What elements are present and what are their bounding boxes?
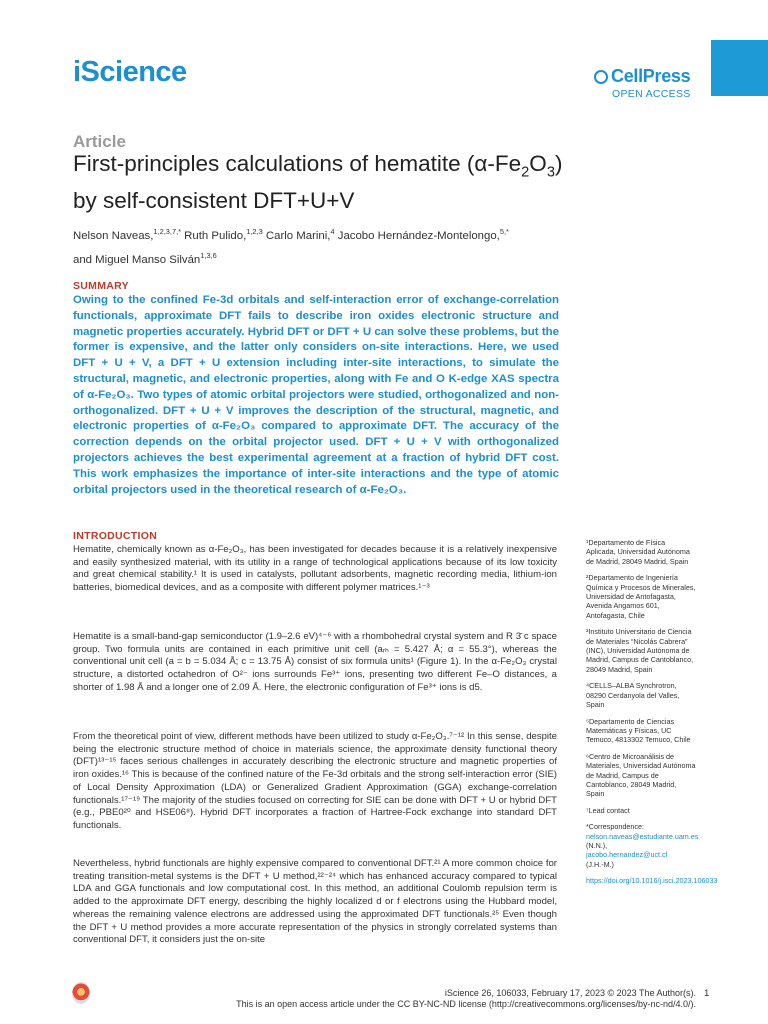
footer-citation: iScience 26, 106033, February 17, 2023 © 2023 The Author(s). (444, 988, 696, 998)
intro-paragraph-1: Hematite, chemically known as α-Fe₂O₃, has been investigated for decades because it is a relatively inexpensive and easily synthesized material, with its utility in a range of technological applications because of its low toxicity and great chemical stability.¹ It is used in catalysts, pollutant adsorbents, magnetic recording media, lithium-ion batteries, biomedical devices, and as a composite with different polymer matrices.¹⁻³ (73, 544, 557, 594)
affiliation: ³Instituto Universitario de Ciencia de Materiales “Nicolás Cabrera” (INC), Universidad Autónoma de Madrid, Campus de Cantoblanco, 28049 Madrid, Spain (586, 627, 694, 674)
affiliation: ²Departamento de Ingeniería Química y Procesos de Minerales, Universidad de Antofagasta, Avenida Angamos 601, Antofagasta, Chile (586, 573, 696, 620)
lead-contact: ⁷Lead contact (586, 805, 630, 815)
summary-text: Owing to the confined Fe-3d orbitals and self-interaction error of exchange-correlation functionals, approximate DFT fails to describe iron oxides electronic structure and magnetic properties accurately. Hybrid DFT or DFT + U can solve these problems, but the former is expensive, and the latter only considers on-site interactions. Here, we used DFT + U + V, a DFT + U extension including inter-site interactions, to simulate the structural, magnetic, and electronic properties, along with Fe and O K-edge XAS spectra of α-Fe₂O₃. Two types of atomic orbital projectors were studied, orthogonalized and non-orthogonalized. DFT + U + V improves the description of the structural, magnetic, and electronic properties of α-Fe₂O₃ compared to approximate DFT. The accuracy of the correction depends on the orbital projector used. DFT + U + V with orthogonalized projectors achieves the best experimental agreement at a fraction of hybrid DFT cost. This work emphasizes the importance of inter-site interactions and the type of atomic orbital projectors used in the theoretical research of α-Fe₂O₃. (73, 294, 559, 496)
author-list (73, 222, 693, 270)
author-name[interactable]: Ruth Pulido, (181, 229, 247, 242)
affiliation: ⁶Centro de Microanálisis de Materiales, Universidad Autónoma de Madrid, Campus de Cantoblanco, 28049 Madrid, Spain (586, 751, 696, 799)
title-part: by self-consistent DFT+U+V (73, 187, 355, 213)
check-for-updates-icon[interactable] (72, 982, 90, 1004)
correspondence-initials: (J.H.-M.) (586, 859, 614, 869)
intro-paragraph-2: Hematite is a small-band-gap semiconductor (1.9–2.6 eV)⁴⁻⁶ with a rhombohedral crystal system and R 3̄ c space group. Two formula units are contained in each primitive unit cell (aᵣₕ = 5.427 Å; α = 55.3°), whereas the conventional unit cell (a = b = 5.034 Å; c = 13.75 Å) consist of six formula units¹ (Figure 1). In the α-Fe₂O₃ crystal structure, a distorted octahedron of O²⁻ ions surrounds Fe³⁺ ions, presenting two different Fe–O distances, a shorter of 1.98 Å and a longer one of 2.09 Å. Here, the electronic configuration of Fe³⁺ ions is d5. (73, 631, 557, 693)
correspondence-initials: (N.N.), (586, 840, 608, 850)
correspondence (586, 822, 699, 869)
email-link[interactable]: nelson.naveas@estudiante.uam.es (586, 831, 699, 841)
article-type: Article (73, 132, 126, 151)
author-affiliation: 1,2,3 (246, 227, 263, 236)
journal-color-bar (711, 40, 768, 96)
author-name[interactable]: Jacobo Hernández-Montelongo, (334, 229, 500, 242)
article-title (73, 150, 693, 215)
correspondence-label: *Correspondence: (586, 822, 644, 832)
journal-name[interactable]: iScience (73, 56, 187, 88)
affiliation: ⁵Departamento de Ciencias Matemáticas y Físicas, UC Temuco, 4813302 Temuco, Chile (586, 716, 691, 745)
publisher-logo[interactable] (594, 66, 690, 87)
footer-license: This is an open access article under the CC BY-NC-ND license (http://creativecommons.org/licenses/by-nc-nd/4.0/). (236, 999, 696, 1009)
author-affiliation: 5,* (499, 227, 509, 236)
author-name[interactable]: Nelson Naveas, (73, 229, 154, 242)
title-subscript: 3 (546, 164, 555, 181)
author-name[interactable]: Carlo Marini, (262, 229, 331, 242)
title-subscript: 2 (521, 164, 530, 181)
cellpress-icon (594, 70, 608, 84)
author-affiliation: 4 (330, 227, 335, 236)
title-part: O (529, 151, 547, 176)
summary-heading: SUMMARY (73, 280, 129, 292)
page-number: 1 (704, 988, 710, 999)
title-part: ) (554, 151, 563, 176)
author-name[interactable]: and Miguel Manso Silván (73, 253, 201, 266)
title-part: First-principles calculations of hematite (α-Fe (73, 151, 522, 176)
doi-link[interactable]: https://doi.org/10.1016/j.isci.2023.106033 (586, 876, 718, 886)
publisher-name: CellPress (611, 66, 691, 86)
open-access-label: OPEN ACCESS (612, 88, 691, 100)
intro-paragraph-4: Nevertheless, hybrid functionals are highly expensive compared to conventional DFT.²¹ A more common choice for treating transition-metal systems is the DFT + U method,²²⁻²⁴ which has enhanced accuracy compared to typical LDA and GGA functionals and low computational cost. In this method, an additional Coulomb repulsion term is added to the approximate DFT energy, describing the highly localized d or f electrons using the Hubbard model, whereas the remaining valence electrons are addressed using the approximated DFT functionals.²⁵ Even though the DFT + U method provides a more accurate representation of the physics in strongly correlated systems than conventional DFT, it considers just the on-site (73, 858, 557, 946)
introduction-heading: INTRODUCTION (73, 530, 158, 542)
author-affiliation: 1,2,3,7,* (153, 227, 182, 236)
intro-paragraph-3: From the theoretical point of view, different methods have been utilized to study α-Fe₂O₃.⁷⁻¹² In this sense, despite being the electronic structure method of choice in materials science, the approximate density functional theory (DFT)¹³⁻¹⁵ faces serious challenges in accurately describing the electronic structure and magnetic properties of iron oxides.¹⁶ This is because of the confined nature of the Fe-3d orbitals and the strong self-interaction error (SIE) of Local Density Approximation (LDA) or Generalized Gradient Approximation (GGA) exchange-correlation functionals.¹⁷⁻¹⁹ The majority of the studies focused on correcting for SIE can be done with DFT + U or hybrid DFT (e.g., PBE0²⁰ and HSE06⁸). Hybrid DFT incorporates a fraction of Hartree-Fock exchange into standard DFT functionals. (73, 731, 557, 831)
affiliations-column (586, 538, 718, 893)
email-link[interactable]: jacobo.hernandez@uct.cl (586, 850, 668, 860)
affiliation: ¹Departamento de Física Aplicada, Universidad Autónoma de Madrid, 28049 Madrid, Spain (586, 538, 690, 566)
author-affiliation: 1,3,6 (200, 250, 217, 260)
affiliation: ⁴CELLS–ALBA Synchrotron, 08290 Cerdanyola del Valles, Spain (586, 681, 680, 710)
